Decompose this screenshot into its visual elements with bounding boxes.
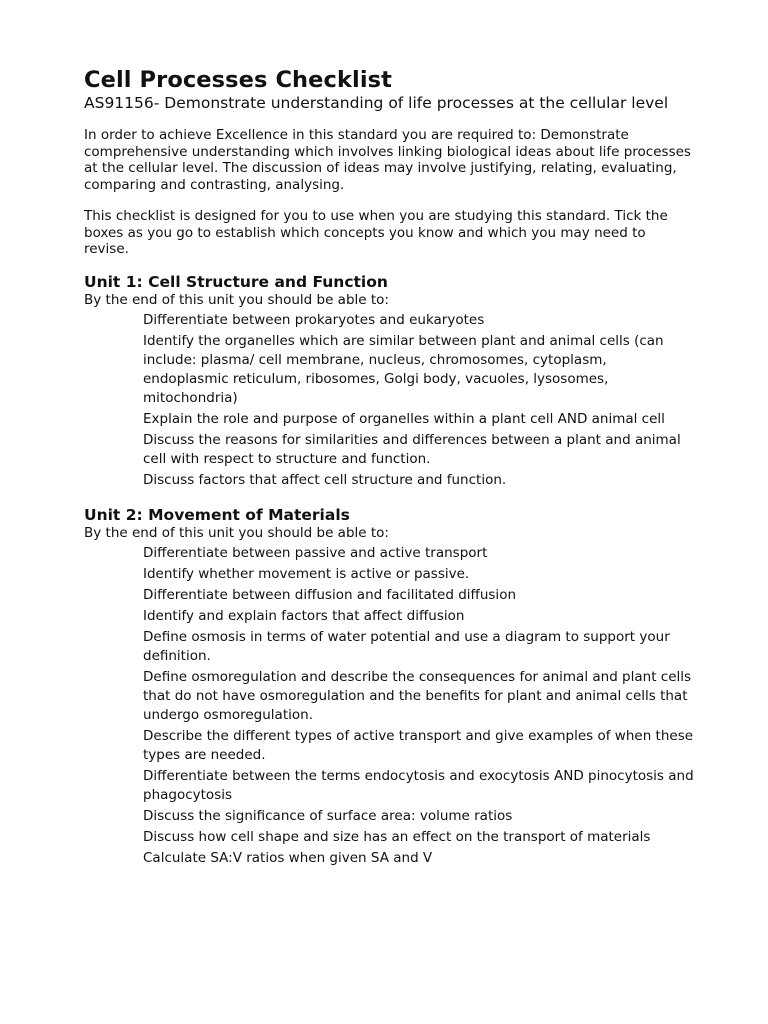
intro-paragraph-excellence: In order to achieve Excellence in this standard you are required to: Demonstrate comprehensive understanding which involves linking biological ideas about life processes at the cellular level. The discussion of ideas may involve justifying, relating, evaluating, comparing and contrasting, analysing. [84, 127, 691, 193]
unit-2-section [84, 506, 694, 868]
unit-1-checklist [84, 311, 694, 490]
unit-2-intro: By the end of this unit you should be able to: [84, 524, 389, 541]
checklist-item: Differentiate between passive and active transport [143, 544, 488, 561]
checklist-item: Describe the different types of active transport and give examples of when these types are needed. [143, 727, 694, 763]
unit-1-intro: By the end of this unit you should be able to: [84, 291, 389, 308]
checklist-item: Discuss the reasons for similarities and differences between a plant and animal cell with respect to structure and function. [143, 431, 681, 467]
unit-2-heading: Unit 2: Movement of Materials [84, 505, 350, 524]
document-page [84, 66, 694, 884]
unit-1-section [84, 273, 694, 490]
page-title: Cell Processes Checklist [84, 67, 393, 93]
unit-1-heading: Unit 1: Cell Structure and Function [84, 272, 388, 291]
checklist-item: Discuss how cell shape and size has an effect on the transport of materials [143, 828, 651, 845]
checklist-item: Differentiate between prokaryotes and eukaryotes [143, 311, 485, 328]
checklist-item: Define osmoregulation and describe the consequences for animal and plant cells that do not have osmoregulation and the benefits for plant and animal cells that undergo osmoregulation. [143, 668, 692, 723]
checklist-item: Differentiate between the terms endocytosis and exocytosis AND pinocytosis and phagocytosis [143, 767, 694, 803]
checklist-item: Calculate SA:V ratios when given SA and V [143, 849, 433, 866]
checklist-item: Discuss the significance of surface area: volume ratios [143, 807, 513, 824]
intro-paragraph-checklist: This checklist is designed for you to use when you are studying this standard. Tick the boxes as you go to establish which concepts you know and which you may need to revise. [84, 208, 668, 257]
checklist-item: Identify whether movement is active or passive. [143, 565, 470, 582]
checklist-item: Differentiate between diffusion and facilitated diffusion [143, 586, 517, 603]
checklist-item: Explain the role and purpose of organelles within a plant cell AND animal cell [143, 410, 665, 427]
checklist-item: Identify the organelles which are similar between plant and animal cells (can include: plasma/ cell membrane, nucleus, chromosomes, cytoplasm, endoplasmic reticulum, ribosomes, Golgi body, vacuoles, lysosomes, mitochondria) [143, 332, 664, 406]
page-subtitle: AS91156- Demonstrate understanding of life processes at the cellular level [84, 94, 669, 112]
unit-2-checklist [84, 544, 694, 868]
checklist-item: Discuss factors that affect cell structure and function. [143, 471, 507, 488]
checklist-item: Identify and explain factors that affect diffusion [143, 607, 465, 624]
checklist-item: Define osmosis in terms of water potential and use a diagram to support your definition. [143, 628, 670, 664]
